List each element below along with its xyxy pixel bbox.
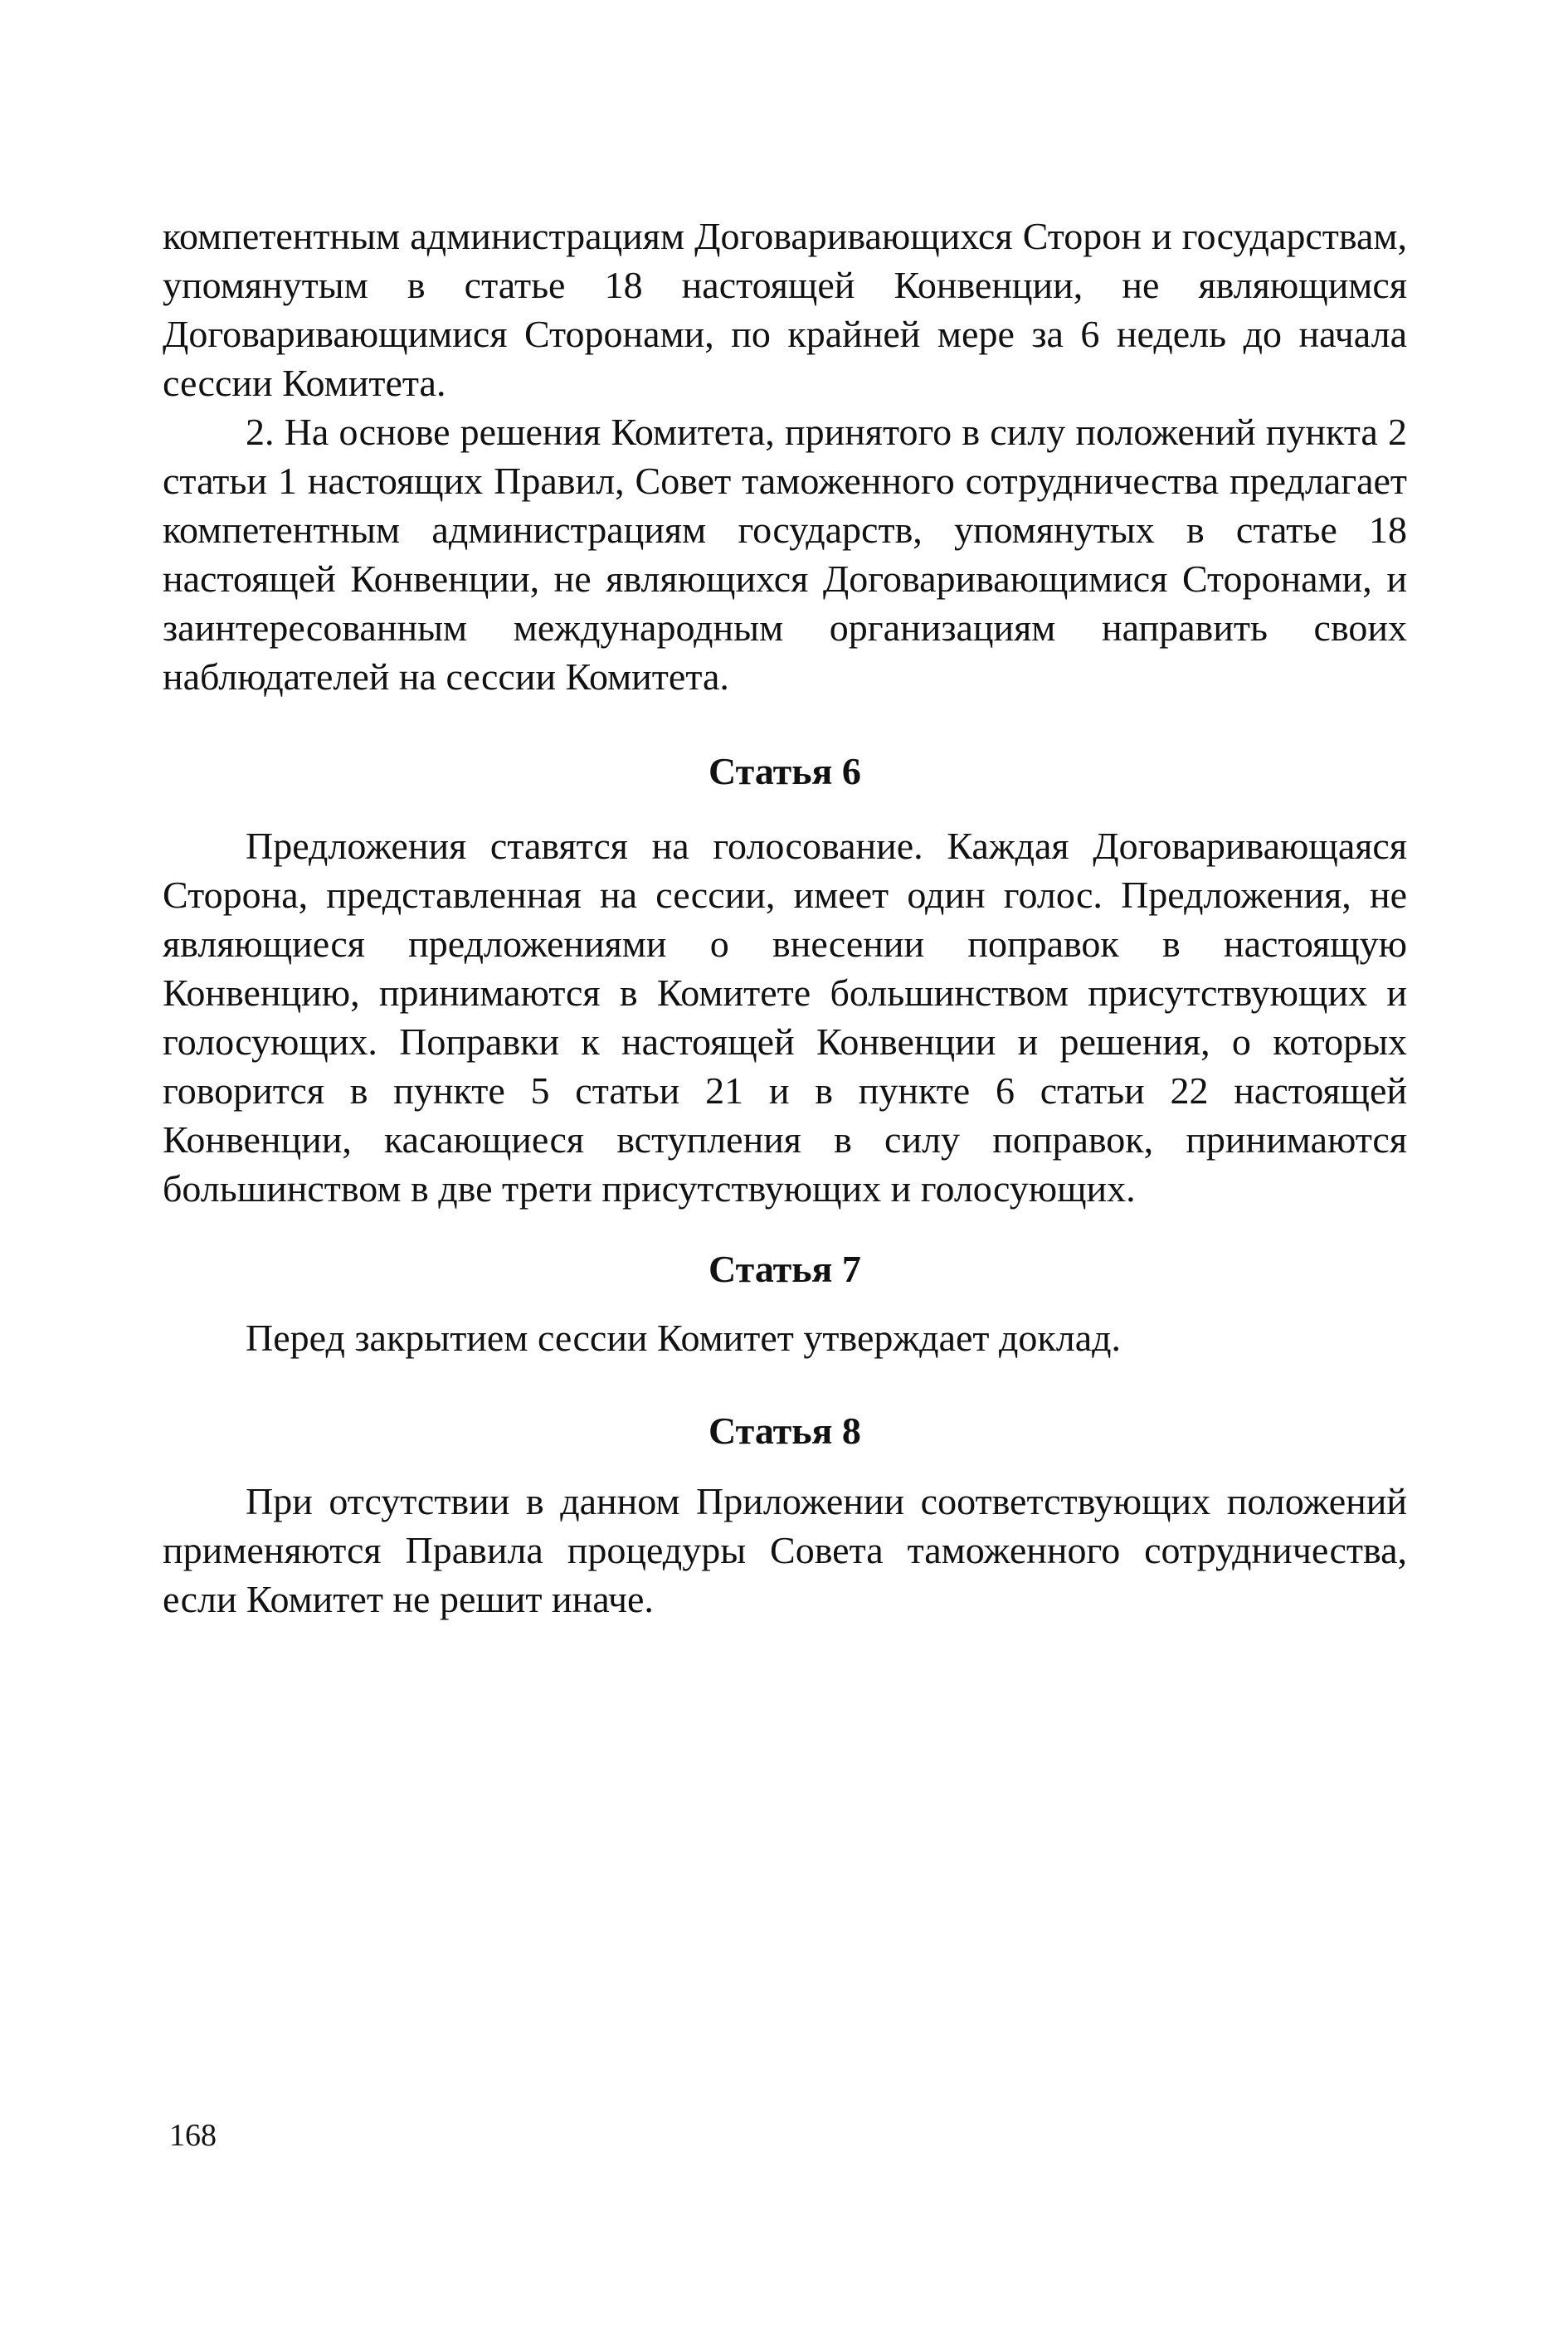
article-6-text: Предложения ставятся на голосование. Каждая Договаривающаяся Сторона, представленная на сессии, имеет один голос. Предложения, не являющиеся предложениями о внесении поправок в настоящую Конвенцию, принимаются в Комитете большинством присутствующих и голосующих. Поправки к настоящей Конвенции и решения, о которых говорится в пункте 5 статьи 21 и в пункте 6 статьи 22 настоящей Конвенции, касающиеся вступления в силу поправок, принимаются большинством в две трети присутствующих и голосующих. (163, 825, 1407, 1210)
paragraph-2: 2. На основе решения Комитета, принятого в силу положений пункта 2 статьи 1 настоящих Правил, Совет таможенного сотрудничества предлагает компетентным администрациям государств, упомянутых в статье 18 настоящей Конвенции, не являющихся Договаривающимися Сторонами, и заинтересованным международным организациям направить своих наблюдателей на сессии Комитета. (163, 411, 1407, 698)
article-7-text: Перед закрытием сессии Комитет утверждает доклад. (246, 1317, 1122, 1359)
article-6-heading: Статья 6 (709, 750, 861, 792)
article-8-text: При отсутствии в данном Приложении соответствующих положений применяются Правила процедуры Совета таможенного сотрудничества, если Комитет не решит иначе. (163, 1480, 1407, 1620)
page-number: 168 (169, 2118, 217, 2153)
article-7-heading: Статья 7 (709, 1248, 861, 1290)
article-8-heading: Статья 8 (709, 1410, 861, 1452)
continuation-paragraph: компетентным администрациям Договаривающихся Сторон и государствам, упомянутым в статье 18 настоящей Конвенции, не являющимся Договаривающимися Сторонами, по крайней мере за 6 недель до начала сессии Комитета. (163, 215, 1407, 404)
